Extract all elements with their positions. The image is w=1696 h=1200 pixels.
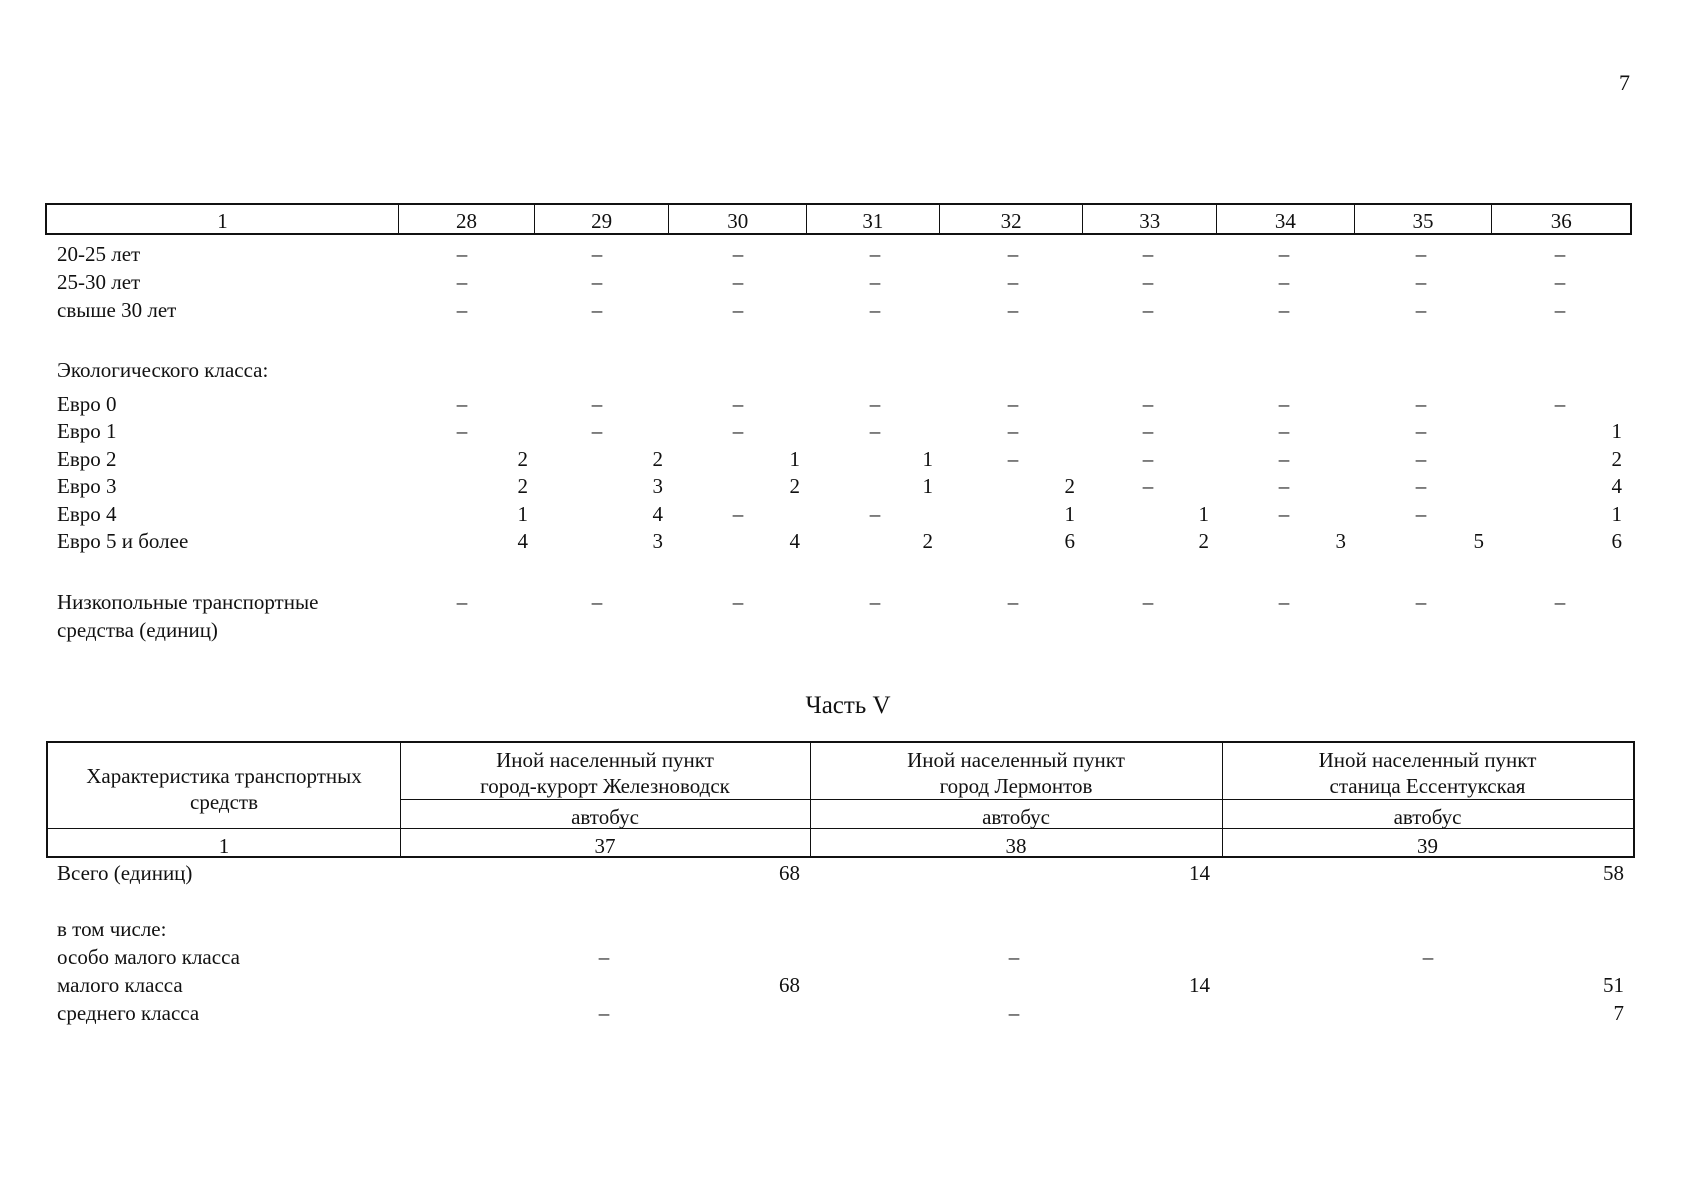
corner-header-line2: средств [190, 790, 258, 815]
table1-cell-euro-1-col30: – [732, 419, 744, 443]
table1-cell-euro-2-col34: – [1278, 447, 1290, 471]
col37-place-line1: Иной населенный пункт [496, 748, 714, 772]
header-col-34: 34 [1216, 205, 1354, 233]
col39-place-line1: Иной населенный пункт [1318, 748, 1537, 772]
table1-cell-euro-5-col34: 3 [1335, 529, 1346, 553]
table1-cell-euro-2-col31: 1 [922, 447, 933, 471]
row-label-extra-small: особо малого класса [57, 945, 240, 969]
col38-num: 38 [1005, 834, 1027, 858]
col37-place [400, 747, 810, 800]
table1-cell-age-0-col30: – [732, 242, 744, 266]
table2-cell-row0-col38: – [1008, 945, 1020, 969]
table1-cell-age-0-col29: – [591, 242, 603, 266]
table1-cell-euro-3-col29: 3 [652, 474, 663, 498]
col37-type: автобус [571, 805, 639, 829]
table1-cell-lowfloor-col33: – [1142, 590, 1154, 614]
header-col-33: 33 [1082, 205, 1216, 233]
col39-num: 39 [1417, 834, 1438, 858]
table1-cell-euro-1-col36: 1 [1611, 419, 1622, 443]
table1-cell-age-2-col33: – [1142, 298, 1154, 322]
table1-cell-euro-4-col29: 4 [652, 502, 663, 526]
table1-cell-euro-0-col28: – [456, 392, 468, 416]
corner-header-line1: Характеристика транспортных [86, 764, 362, 788]
table1-cell-euro-0-col29: – [591, 392, 603, 416]
table1-cell-euro-0-col34: – [1278, 392, 1290, 416]
section-title: Часть V [805, 692, 891, 719]
table1-cell-euro-5-col33: 2 [1198, 529, 1209, 553]
row-label-lowfloor-1: Низкопольные транспортные [57, 590, 319, 614]
table1-cell-euro-2-col29: 2 [652, 447, 663, 471]
row-label-medium: среднего класса [57, 1001, 200, 1025]
row-label-age-20-25: 20-25 лет [57, 242, 141, 266]
table1-cell-age-2-col35: – [1415, 298, 1427, 322]
col38-type: автобус [982, 805, 1050, 829]
table2-cell-row2-col39: 7 [1613, 1001, 1624, 1025]
table1-cell-age-1-col32: – [1007, 270, 1019, 294]
row-label-small: малого класса [57, 973, 183, 997]
col39-type: автобус [1393, 805, 1462, 829]
row-label-euro-1: Евро 1 [57, 419, 117, 443]
table1-cell-age-1-col35: – [1415, 270, 1427, 294]
table1-cell-euro-4-col32: 1 [1064, 502, 1075, 526]
header-col-1: 1 [217, 208, 228, 233]
table1-cell-euro-5-col36: 6 [1611, 529, 1622, 553]
table1-cell-age-1-col31: – [869, 270, 881, 294]
table1-cell-euro-4-col35: – [1415, 502, 1427, 526]
header-col-36: 36 [1491, 205, 1630, 233]
table1-cell-euro-2-col28: 2 [517, 447, 528, 471]
table2-cell-row1-col39: 51 [1603, 973, 1624, 997]
header-col-30: 30 [668, 205, 806, 233]
table1-cell-euro-0-col31: – [869, 392, 881, 416]
table1-cell-euro-1-col35: – [1415, 419, 1427, 443]
col37-place-line2: город-курорт Железноводск [480, 774, 730, 799]
header-col-35: 35 [1354, 205, 1492, 233]
col1-num: 1 [218, 834, 230, 858]
table2-cell-row1-col38: 14 [1189, 973, 1210, 997]
table1-cell-age-0-col35: – [1415, 242, 1427, 266]
table2-cell-row2-col38: – [1008, 1001, 1020, 1025]
header-col-31: 31 [806, 205, 939, 233]
row-label-age-over-30: свыше 30 лет [57, 298, 177, 322]
header-col-29: 29 [534, 205, 669, 233]
table2-cell-total-col37: 68 [779, 861, 800, 885]
table1-cell-age-1-col29: – [591, 270, 603, 294]
table1-cell-lowfloor-col35: – [1415, 590, 1427, 614]
table1-cell-euro-4-col33: 1 [1198, 502, 1209, 526]
table1-cell-euro-5-col32: 6 [1064, 529, 1075, 553]
table1-cell-age-2-col34: – [1278, 298, 1290, 322]
col39-place-line2: станица Ессентукская [1329, 774, 1526, 799]
table1-cell-euro-4-col34: – [1278, 502, 1290, 526]
col39-place [1222, 747, 1633, 800]
table1-cell-euro-4-col36: 1 [1611, 502, 1622, 526]
table1-cell-lowfloor-col30: – [732, 590, 744, 614]
table1-cell-euro-3-col32: 2 [1064, 474, 1075, 498]
table1-cell-euro-1-col32: – [1007, 419, 1019, 443]
table2-cell-row0-col39: – [1422, 945, 1434, 969]
table1-cell-euro-0-col33: – [1142, 392, 1154, 416]
table1-cell-euro-1-col34: – [1278, 419, 1290, 443]
row-label-total: Всего (единиц) [57, 861, 193, 885]
table1-cell-lowfloor-col31: – [869, 590, 881, 614]
corner-header [48, 763, 400, 816]
table1-cell-age-0-col28: – [456, 242, 468, 266]
table1-cell-euro-3-col33: – [1142, 474, 1154, 498]
table1-cell-age-2-col29: – [591, 298, 603, 322]
table1-cell-age-0-col33: – [1142, 242, 1154, 266]
table1-cell-age-2-col30: – [732, 298, 744, 322]
table1-cell-euro-1-col31: – [869, 419, 881, 443]
row-label-euro-2: Евро 2 [57, 447, 117, 471]
table1-cell-age-2-col31: – [869, 298, 881, 322]
table2-header [46, 741, 1635, 858]
table1-cell-euro-2-col30: 1 [789, 447, 800, 471]
eco-class-heading: Экологического класса: [57, 358, 269, 382]
row-label-euro-3: Евро 3 [57, 474, 117, 498]
table2-cell-row0-col37: – [598, 945, 610, 969]
table1-cell-age-2-col28: – [456, 298, 468, 322]
table1-cell-euro-2-col32: – [1007, 447, 1019, 471]
table1-cell-age-2-col36: – [1554, 298, 1566, 322]
table1-cell-euro-3-col28: 2 [517, 474, 528, 498]
table1-cell-euro-1-col33: – [1142, 419, 1154, 443]
table1-cell-euro-2-col33: – [1142, 447, 1154, 471]
table1-cell-age-0-col32: – [1007, 242, 1019, 266]
col37-num: 37 [594, 834, 616, 858]
table1-cell-lowfloor-col28: – [456, 590, 468, 614]
table1-cell-euro-1-col29: – [591, 419, 603, 443]
table1-cell-age-0-col36: – [1554, 242, 1566, 266]
row-label-lowfloor-2: средства (единиц) [57, 618, 218, 642]
table1-cell-age-1-col28: – [456, 270, 468, 294]
table1-cell-euro-0-col30: – [732, 392, 744, 416]
table1-cell-euro-2-col36: 2 [1611, 447, 1622, 471]
table1-cell-age-1-col34: – [1278, 270, 1290, 294]
table1-cell-age-1-col30: – [732, 270, 744, 294]
table1-cell-euro-3-col35: – [1415, 474, 1427, 498]
table2-cell-row1-col37: 68 [779, 973, 800, 997]
table1-cell-lowfloor-col32: – [1007, 590, 1019, 614]
table1-cell-euro-5-col31: 2 [922, 529, 933, 553]
table1-cell-lowfloor-col34: – [1278, 590, 1290, 614]
table1-cell-lowfloor-col36: – [1554, 590, 1566, 614]
table1-cell-euro-5-col30: 4 [789, 529, 800, 553]
table1-cell-euro-3-col36: 4 [1611, 474, 1622, 498]
table1-cell-euro-3-col30: 2 [789, 474, 800, 498]
table2-cell-total-col39: 58 [1603, 861, 1624, 885]
table1-cell-lowfloor-col29: – [591, 590, 603, 614]
table1-cell-euro-5-col29: 3 [652, 529, 663, 553]
table1-cell-euro-4-col28: 1 [517, 502, 528, 526]
col38-place-line1: Иной населенный пункт [907, 748, 1125, 772]
table2-cell-row2-col37: – [598, 1001, 610, 1025]
including-label: в том числе: [57, 917, 167, 941]
table1-header [45, 203, 1632, 235]
table1-cell-euro-5-col35: 5 [1473, 529, 1484, 553]
table1-cell-euro-4-col31: – [869, 502, 881, 526]
table1-cell-age-1-col33: – [1142, 270, 1154, 294]
table1-cell-euro-0-col36: – [1554, 392, 1566, 416]
row-label-euro-4: Евро 4 [57, 502, 117, 526]
table1-cell-euro-2-col35: – [1415, 447, 1427, 471]
table1-cell-age-2-col32: – [1007, 298, 1019, 322]
row-label-euro-5-plus: Евро 5 и более [57, 529, 189, 553]
page-number: 7 [1619, 70, 1630, 95]
table1-cell-age-1-col36: – [1554, 270, 1566, 294]
table1-cell-euro-3-col31: 1 [922, 474, 933, 498]
table1-cell-euro-1-col28: – [456, 419, 468, 443]
row-label-age-25-30: 25-30 лет [57, 270, 141, 294]
header-col-28: 28 [398, 205, 534, 233]
table1-cell-age-0-col34: – [1278, 242, 1290, 266]
col38-place [810, 747, 1222, 800]
table1-cell-euro-0-col32: – [1007, 392, 1019, 416]
table1-cell-euro-5-col28: 4 [517, 529, 528, 553]
table1-cell-age-0-col31: – [869, 242, 881, 266]
col38-place-line2: город Лермонтов [939, 774, 1093, 799]
table1-cell-euro-3-col34: – [1278, 474, 1290, 498]
table2-cell-total-col38: 14 [1189, 861, 1210, 885]
table1-cell-euro-4-col30: – [732, 502, 744, 526]
header-col-32: 32 [939, 205, 1083, 233]
row-label-euro-0: Евро 0 [57, 392, 117, 416]
table1-cell-euro-0-col35: – [1415, 392, 1427, 416]
